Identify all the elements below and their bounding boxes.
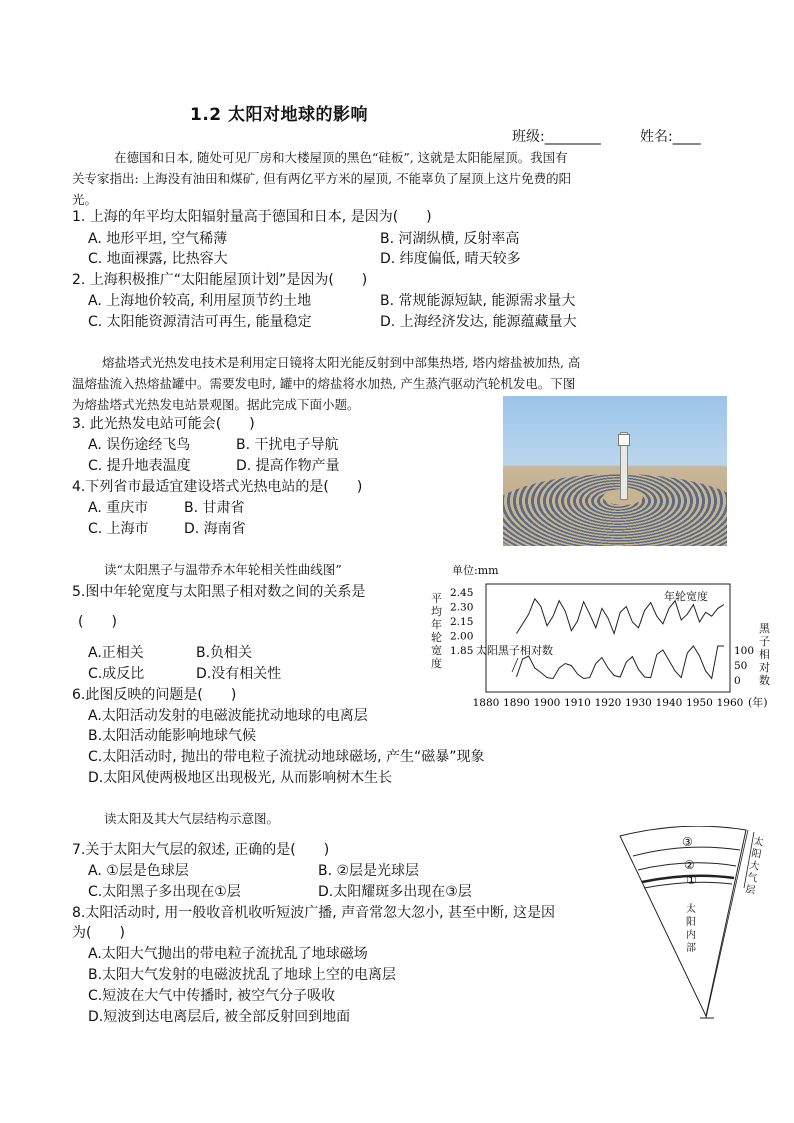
interior-label-char-4: 部 [686, 943, 696, 954]
x-tick-8: 1960 [716, 697, 744, 709]
q4-option-d[interactable]: D. 海南省 [184, 521, 246, 537]
atmosphere-label-char-3: 大 [748, 860, 761, 873]
x-tick-3: 1910 [564, 697, 591, 709]
class-field-label[interactable]: 班级:________ [512, 129, 601, 145]
q6-option-a[interactable]: A.太阳活动发射的电磁波能扰动地球的电离层 [88, 708, 368, 724]
atmosphere-label-char-5: 层 [744, 884, 757, 897]
q1-option-a[interactable]: A. 地形平坦, 空气稀薄 [88, 231, 228, 247]
intro2-line2: 温熔盐流入热熔盐罐中。需要发电时, 罐中的熔盐将水加热, 产生蒸汽驱动汽轮机发电。下图 [72, 376, 576, 391]
series-label-sunspot: 太阳黑子相对数 [476, 644, 553, 657]
q2-stem: 2. 上海积极推广“太阳能屋顶计划”是因为( ) [72, 272, 368, 288]
intro1-line3: 光。 [72, 192, 98, 207]
q5-option-a[interactable]: A.正相关 [88, 645, 144, 661]
q8-option-d[interactable]: D.短波到达电离层后, 被全部反射回到地面 [88, 1009, 351, 1025]
y-left-tick-2: 2.15 [450, 616, 474, 628]
q3-option-b[interactable]: B. 干扰电子导航 [236, 437, 339, 453]
ringwidth-line [517, 599, 724, 634]
chart-unit-label: 单位:mm [452, 564, 499, 577]
intro1-line2: 关专家指出: 上海没有油田和煤矿, 但有两亿平方米的屋顶, 不能辜负了屋顶上这片免费的阳 [72, 171, 572, 186]
y-right-axis-label-1: 黑 [759, 622, 770, 635]
y-right-axis-label-2: 子 [759, 635, 770, 648]
q8-stem-2: 为( ) [72, 925, 125, 941]
y-right-axis-label-4: 对 [759, 661, 770, 674]
y-left-tick-1: 2.30 [450, 601, 474, 614]
q5-stem-blank: ( ) [78, 614, 117, 630]
x-tick-2: 1900 [533, 697, 561, 709]
intro2-line3: 为熔盐塔式光热发电站景观图。据此完成下面小题。 [72, 397, 360, 412]
q1-option-c[interactable]: C. 地面裸露, 比热容大 [88, 251, 228, 267]
atmosphere-label [744, 834, 764, 897]
atmosphere-label-char-1: 太 [752, 836, 765, 849]
name-field-label[interactable]: 姓名:____ [640, 129, 701, 145]
q2-option-a[interactable]: A. 上海地价较高, 利用屋顶节约土地 [88, 293, 312, 309]
q5-option-c[interactable]: C.成反比 [88, 666, 145, 682]
q5-stem: 5.图中年轮宽度与太阳黑子相对数之间的关系是 [72, 584, 366, 600]
q6-stem: 6.此图反映的问题是( ) [72, 687, 237, 703]
q7-option-b[interactable]: B. ②层是光球层 [318, 863, 420, 879]
q8-stem: 8.太阳活动时, 用一般收音机收听短波广播, 声音常忽大忽小, 甚至中断, 这是因 [72, 905, 555, 921]
q7-option-c[interactable]: C.太阳黑子多出现在①层 [88, 884, 241, 900]
q4-option-c[interactable]: C. 上海市 [88, 521, 149, 537]
sunspot-label-pointer [512, 658, 518, 672]
atmosphere-label-char-2: 阳 [750, 848, 763, 861]
atmosphere-label-char-4: 气 [746, 872, 759, 885]
q3-stem: 3. 此光热发电站可能会( ) [72, 416, 255, 432]
y-left-tick-4: 1.85 [450, 645, 474, 657]
q3-option-d[interactable]: D. 提高作物产量 [236, 458, 340, 474]
y-left-axis-label-2: 均 [431, 605, 442, 618]
q6-option-b[interactable]: B.太阳活动能影响地球气候 [88, 728, 257, 744]
q2-option-b[interactable]: B. 常规能源短缺, 能源需求量大 [380, 293, 576, 309]
y-left-axis-label-4: 轮 [431, 631, 442, 644]
q3-option-c[interactable]: C. 提升地表温度 [88, 458, 191, 474]
sunspot-treering-chart [428, 562, 774, 712]
series-label-ringwidth: 年轮宽度 [664, 590, 708, 603]
interior-label-char-2: 阳 [686, 917, 696, 928]
intro3: 读“太阳黑子与温带乔木年轮相关性曲线图” [104, 562, 342, 577]
y-right-axis-label-5: 数 [759, 674, 770, 687]
q7-option-d[interactable]: D.太阳耀斑多出现在③层 [318, 884, 472, 900]
q6-option-d[interactable]: D.太阳风使两极地区出现极光, 从而影响树木生长 [88, 770, 393, 786]
x-unit-label: (年) [748, 696, 768, 709]
q4-option-b[interactable]: B. 甘肃省 [184, 500, 245, 516]
x-tick-6: 1940 [655, 697, 683, 709]
x-tick-7: 1950 [686, 697, 713, 709]
x-tick-4: 1920 [594, 697, 622, 709]
intro4: 读太阳及其大气层结构示意图。 [104, 811, 280, 826]
q6-option-c[interactable]: C.太阳活动时, 抛出的带电粒子流扰动地球磁场, 产生“磁暴”现象 [88, 749, 485, 765]
y-right-axis-label-3: 相 [759, 648, 770, 661]
q1-option-b[interactable]: B. 河湖纵横, 反射率高 [380, 231, 520, 247]
q8-option-c[interactable]: C.短波在大气中传播时, 被空气分子吸收 [88, 988, 336, 1004]
y-right-tick-0: 100 [734, 645, 755, 657]
y-left-axis-label-3: 年 [431, 618, 442, 631]
q5-option-d[interactable]: D.没有相关性 [196, 666, 282, 682]
q4-option-a[interactable]: A. 重庆市 [88, 500, 149, 516]
y-right-tick-2: 0 [734, 675, 741, 687]
q4-stem: 4.下列省市最适宜建设塔式光热电站的是( ) [72, 479, 363, 495]
y-left-axis-label-6: 度 [431, 657, 442, 670]
q5-option-b[interactable]: B.负相关 [196, 645, 253, 661]
y-right-tick-1: 50 [734, 660, 748, 672]
intro1-line1: 在德国和日本, 随处可见厂房和大楼屋顶的黑色“硅板”, 这就是太阳能屋顶。我国有 [114, 150, 568, 165]
y-left-axis-label-5: 宽 [431, 644, 442, 657]
interior-label-char-1: 太 [686, 904, 696, 915]
q7-option-a[interactable]: A. ①层是色球层 [88, 863, 189, 879]
q2-option-c[interactable]: C. 太阳能资源清洁可再生, 能量稳定 [88, 314, 312, 330]
q8-option-a[interactable]: A.太阳大气抛出的带电粒子流扰乱了地球磁场 [88, 946, 368, 962]
q7-stem: 7.关于太阳大气层的叙述, 正确的是( ) [72, 842, 330, 858]
y-left-axis-label-1: 平 [431, 592, 442, 605]
q1-stem: 1. 上海的年平均太阳辐射量高于德国和日本, 是因为( ) [72, 209, 432, 225]
x-tick-0: 1880 [472, 697, 500, 709]
layer2-marker: ② [684, 858, 695, 872]
y-left-tick-0: 2.45 [450, 587, 474, 599]
q3-option-a[interactable]: A. 误伤途经飞鸟 [88, 437, 191, 453]
page-title: 1.2 太阳对地球的影响 [190, 105, 369, 125]
q1-option-d[interactable]: D. 纬度偏低, 晴天较多 [380, 251, 521, 267]
layer3-marker: ③ [682, 835, 693, 849]
x-tick-1: 1890 [503, 697, 530, 709]
interior-label-char-3: 内 [686, 930, 696, 941]
q8-option-b[interactable]: B.太阳大气发射的电磁波扰乱了地球上空的电离层 [88, 967, 397, 983]
y-left-tick-3: 2.00 [450, 630, 474, 643]
intro2-line1: 熔盐塔式光热发电技术是利用定日镜将太阳光能反射到中部集热塔, 塔内熔盐被加热, 高 [102, 355, 581, 370]
sun-structure-diagram [614, 826, 774, 1022]
x-tick-5: 1930 [625, 697, 652, 709]
solar-tower-photo [503, 396, 727, 546]
q2-option-d[interactable]: D. 上海经济发达, 能源蕴藏量大 [380, 314, 577, 330]
layer1-marker: ① [686, 873, 697, 887]
